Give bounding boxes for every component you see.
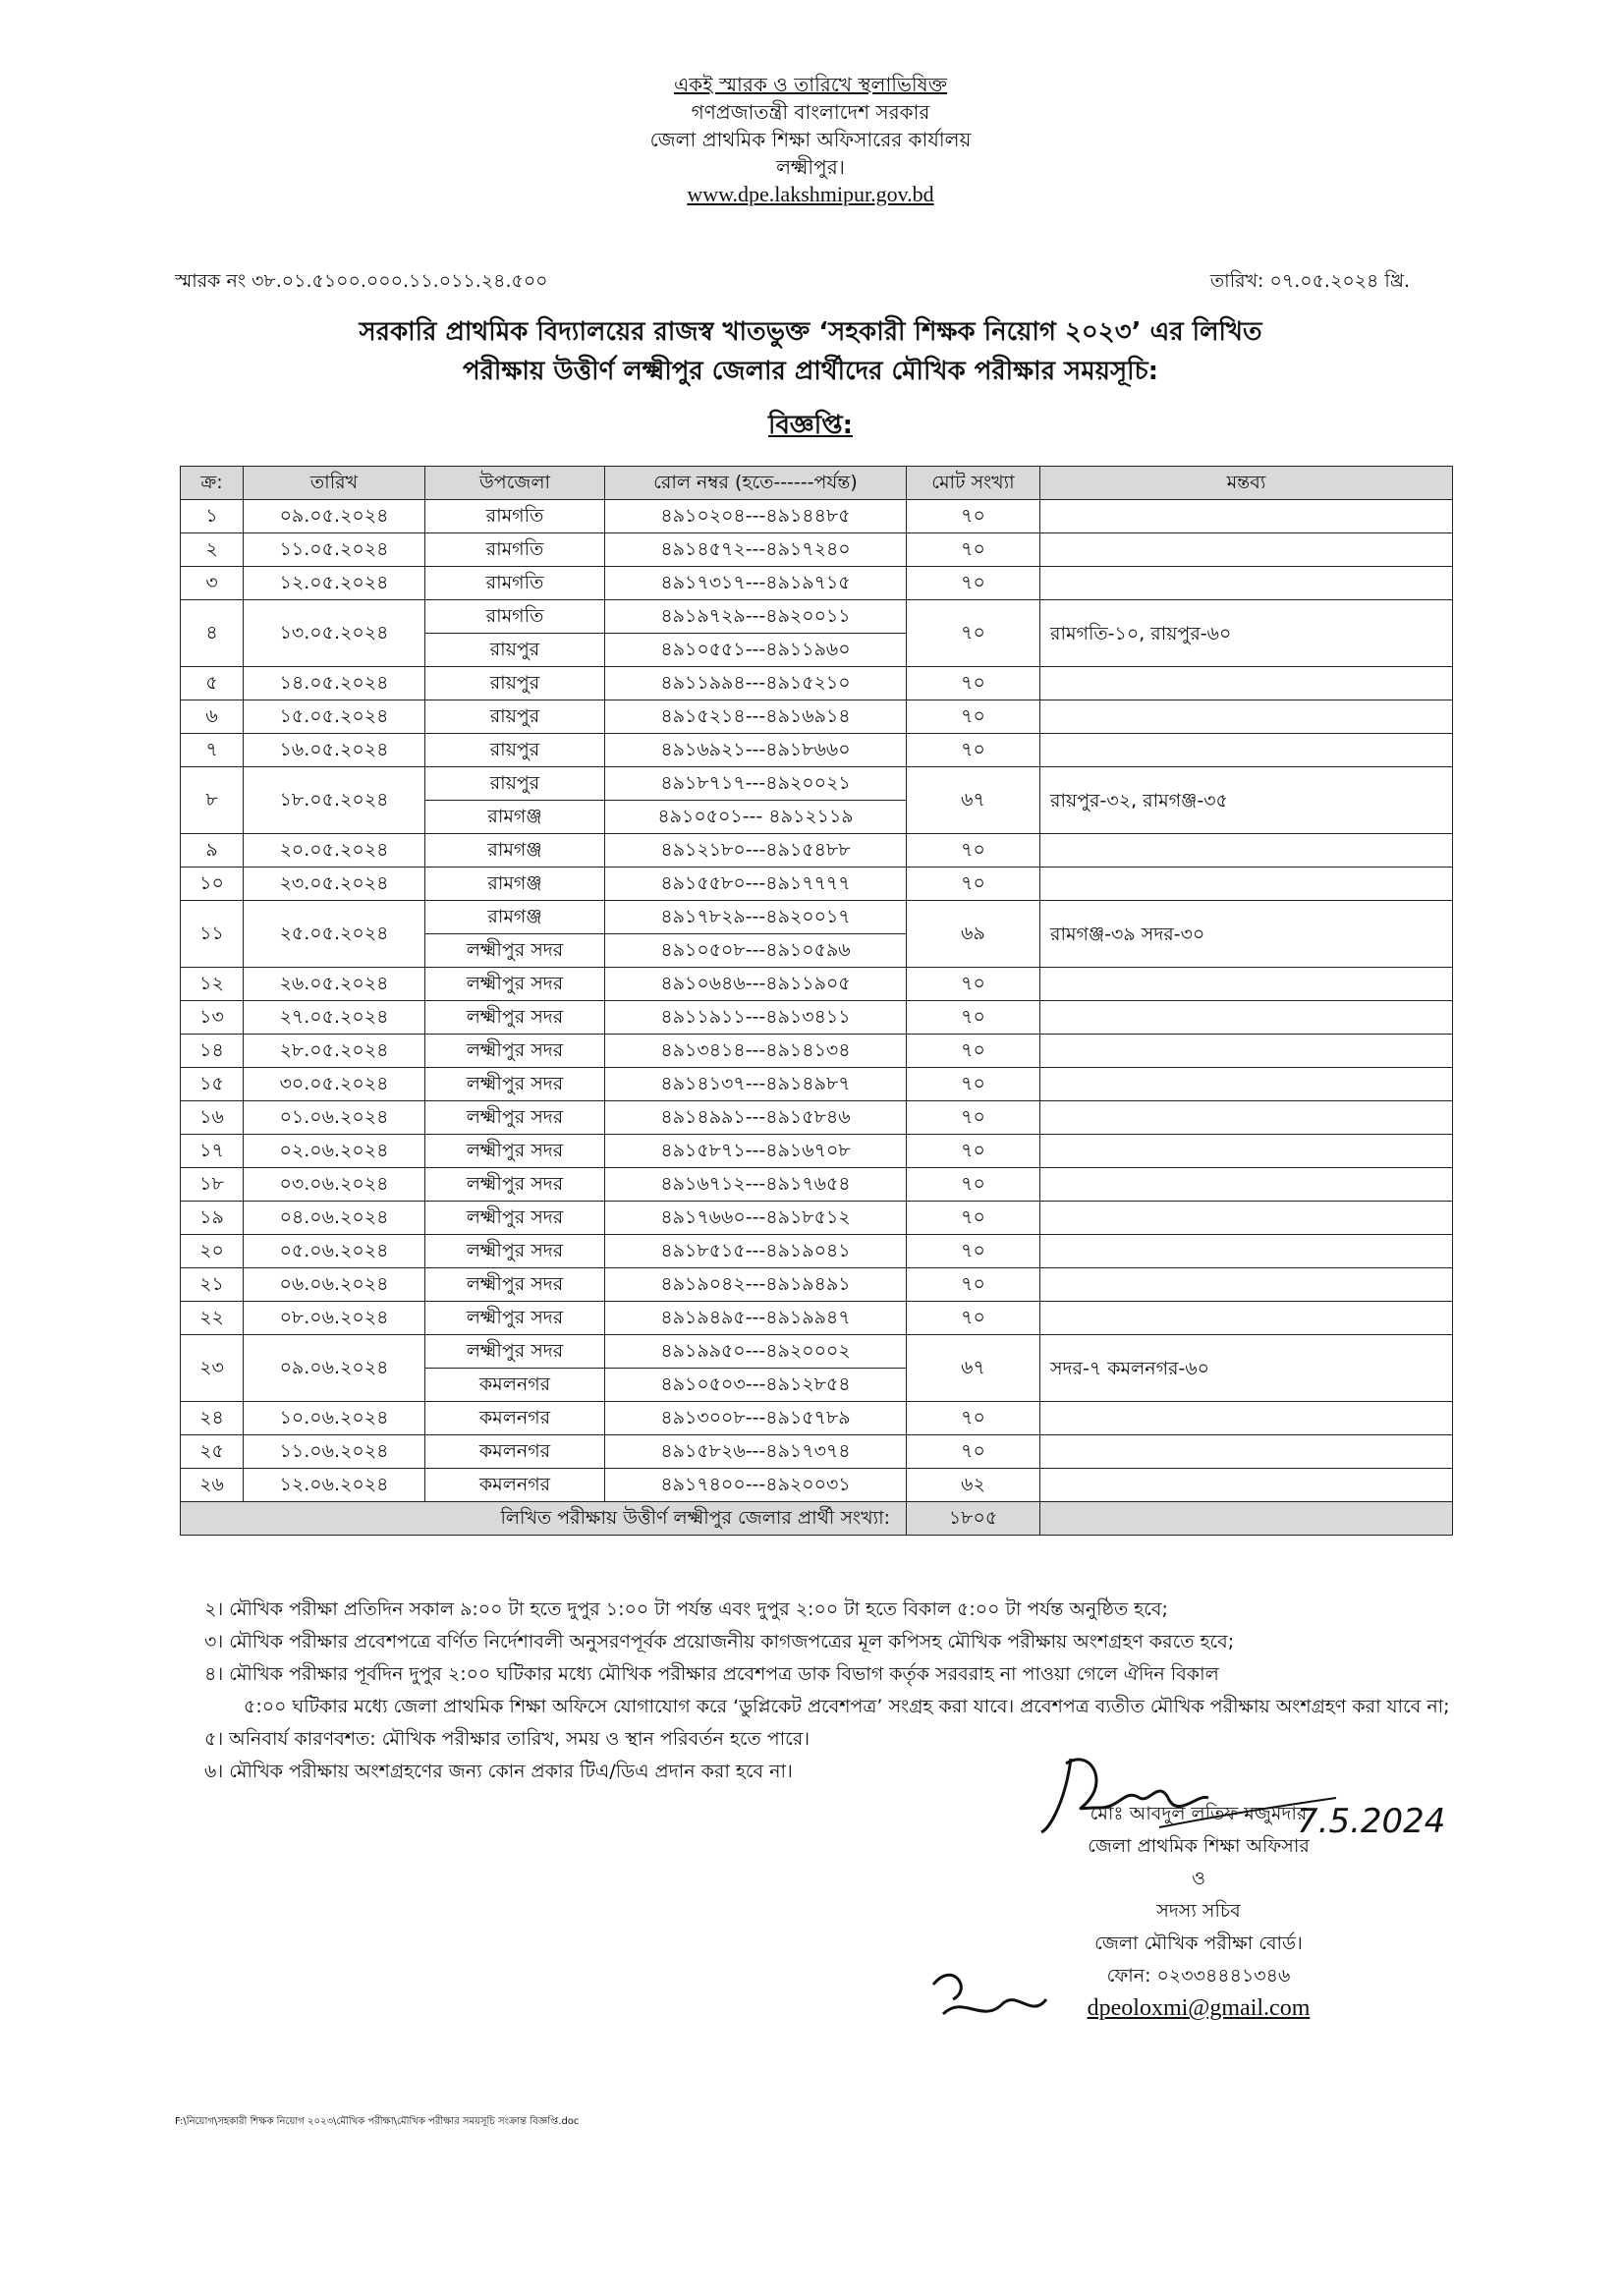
row-serial: ১৩ — [181, 1001, 244, 1035]
row-roll-range: ৪৯১০৫৫১---৪৯১১৯৬০ — [605, 634, 907, 667]
row-upazila: লক্ষ্মীপুর সদর — [425, 1335, 605, 1369]
row-roll-range: ৪৯১০২০৪---৪৯১৪৪৮৫ — [605, 500, 907, 533]
row-date: ১১.০৬.২০২৪ — [244, 1435, 425, 1469]
row-remark — [1040, 1268, 1453, 1302]
row-total: ৭০ — [907, 500, 1040, 533]
row-total: ৭০ — [907, 1402, 1040, 1435]
row-date: ১২.০৬.২০২৪ — [244, 1469, 425, 1502]
row-upazila: রামগঞ্জ — [425, 834, 605, 868]
row-total: ৭০ — [907, 1302, 1040, 1335]
header-line-4: লক্ষ্মীপুর। — [776, 155, 845, 179]
table-row — [181, 1001, 1453, 1035]
row-upazila: রামগঞ্জ — [425, 868, 605, 901]
header-remarks: মন্তব্য — [1040, 467, 1453, 500]
row-serial: ১৬ — [181, 1101, 244, 1135]
row-roll-range: ৪৯১৬৯২১---৪৯১৮৬৬০ — [605, 734, 907, 767]
table-row — [181, 667, 1453, 700]
row-roll-range: ৪৯১০৫০১--- ৪৯১২১১৯ — [605, 801, 907, 834]
memo-date: তারিখ: ০৭.০৫.২০২৪ খ্রি. — [1209, 270, 1410, 292]
row-roll-range: ৪৯১০৬৪৬---৪৯১১৯০৫ — [605, 968, 907, 1001]
row-upazila: রায়পুর — [425, 667, 605, 700]
row-remark: রামগঞ্জ-৩৯ সদর-৩০ — [1040, 901, 1453, 968]
row-serial: ৪ — [181, 600, 244, 667]
row-remark — [1040, 1135, 1453, 1168]
row-roll-range: ৪৯১৭৬৬০---৪৯১৮৫১২ — [605, 1202, 907, 1235]
signature-date: 7.5.2024 — [1297, 1802, 1446, 1841]
table-row — [181, 1469, 1453, 1502]
row-remark — [1040, 1068, 1453, 1101]
initials-scribble — [923, 1955, 1061, 2034]
row-remark — [1040, 1402, 1453, 1435]
row-upazila: রামগতি — [425, 533, 605, 567]
row-upazila: কমলনগর — [425, 1435, 605, 1469]
row-roll-range: ৪৯১৩৪১৪---৪৯১৪১৩৪ — [605, 1035, 907, 1068]
row-date: ২৮.০৫.২০২৪ — [244, 1035, 425, 1068]
row-date: ০৮.০৬.২০২৪ — [244, 1302, 425, 1335]
row-date: ২৩.০৫.২০২৪ — [244, 868, 425, 901]
row-upazila: রায়পুর — [425, 734, 605, 767]
row-roll-range: ৪৯১২১৮০---৪৯১৫৪৮৮ — [605, 834, 907, 868]
row-upazila: রামগঞ্জ — [425, 901, 605, 934]
row-upazila: লক্ষ্মীপুর সদর — [425, 968, 605, 1001]
row-roll-range: ৪৯১৭৪০০---৪৯২০০৩১ — [605, 1469, 907, 1502]
row-serial: ৯ — [181, 834, 244, 868]
note-item: ৪। মৌখিক পরীক্ষার পূর্বদিন দুপুর ২:০০ ঘটিকার মধ্যে মৌখিক পরীক্ষার প্রবেশপত্র ডাক বিভাগ কর্তৃক সরবরাহ না পাওয়া গেলে ঐদিন বিকাল — [204, 1663, 1219, 1685]
row-total: ৭০ — [907, 700, 1040, 734]
row-remark: রামগতি-১০, রায়পুর-৬০ — [1040, 600, 1453, 667]
row-roll-range: ৪৯১৫৮৭১---৪৯১৬৭০৮ — [605, 1135, 907, 1168]
row-serial: ২১ — [181, 1268, 244, 1302]
row-upazila: রায়পুর — [425, 634, 605, 667]
row-serial: ১০ — [181, 868, 244, 901]
table-row — [181, 1435, 1453, 1469]
table-row — [181, 1035, 1453, 1068]
row-upazila: রায়পুর — [425, 700, 605, 734]
row-date: ১১.০৫.২০২৪ — [244, 533, 425, 567]
title-line-1: সরকারি প্রাথমিক বিদ্যালয়ের রাজস্ব খাতভুক্ত ‘সহকারী শিক্ষক নিয়োগ ২০২৩’ এর লিখিত — [359, 317, 1262, 347]
row-roll-range: ৪৯১৮৭১৭---৪৯২০০২১ — [605, 767, 907, 801]
header-upazila: উপজেলা — [425, 467, 605, 500]
grand-total: ১৮০৫ — [907, 1502, 1040, 1536]
row-serial: ৮ — [181, 767, 244, 834]
row-serial: ২৪ — [181, 1402, 244, 1435]
row-remark — [1040, 968, 1453, 1001]
row-date: ২০.০৫.২০২৪ — [244, 834, 425, 868]
row-upazila: রামগঞ্জ — [425, 801, 605, 834]
row-remark — [1040, 834, 1453, 868]
header-line-2: গণপ্রজাতন্ত্রী বাংলাদেশ সরকার — [691, 100, 930, 124]
row-total: ৭০ — [907, 1235, 1040, 1268]
row-roll-range: ৪৯১৬৭১২---৪৯১৭৬৫৪ — [605, 1168, 907, 1202]
table-row — [181, 968, 1453, 1001]
email-link[interactable]: dpeoloxmi@gmail.com — [1087, 1995, 1311, 2021]
row-roll-range: ৪৯১১৯৯৪---৪৯১৫২১০ — [605, 667, 907, 700]
row-total: ৭০ — [907, 1068, 1040, 1101]
row-date: ০১.০৬.২০২৪ — [244, 1101, 425, 1135]
row-date: ০৯.০৬.২০২৪ — [244, 1335, 425, 1402]
signature-block — [1012, 1798, 1385, 2025]
row-upazila: লক্ষ্মীপুর সদর — [425, 1135, 605, 1168]
row-total: ৬৯ — [907, 901, 1040, 968]
table-header-row — [181, 467, 1453, 500]
file-path: F:\নিয়োগ\সহকারী শিক্ষক নিয়োগ ২০২৩\মৌখিক পরীক্ষা\মৌখিক পরীক্ষার সময়সূচি সংক্রান্ত বিজ্ঞপ্তি.doc — [175, 2116, 580, 2127]
board-name: জেলা মৌখিক পরীক্ষা বোর্ড। — [1094, 1932, 1303, 1954]
row-upazila: লক্ষ্মীপুর সদর — [425, 1168, 605, 1202]
row-upazila: লক্ষ্মীপুর সদর — [425, 1268, 605, 1302]
header-line-1: একই স্মারক ও তারিখে স্থলাভিষিক্ত — [673, 73, 948, 96]
row-total: ৬২ — [907, 1469, 1040, 1502]
row-upazila: কমলনগর — [425, 1402, 605, 1435]
row-remark — [1040, 1469, 1453, 1502]
row-upazila: লক্ষ্মীপুর সদর — [425, 1202, 605, 1235]
row-total: ৭০ — [907, 868, 1040, 901]
row-date: ০৩.০৬.২০২৪ — [244, 1168, 425, 1202]
row-date: ১৩.০৫.২০২৪ — [244, 600, 425, 667]
row-roll-range: ৪৯১৫২১৪---৪৯১৬৯১৪ — [605, 700, 907, 734]
table-row — [181, 1101, 1453, 1135]
table-total-row — [181, 1502, 1453, 1536]
row-total: ৭০ — [907, 600, 1040, 667]
row-remark — [1040, 1168, 1453, 1202]
website-link[interactable]: www.dpe.lakshmipur.gov.bd — [687, 182, 934, 206]
row-serial: ২০ — [181, 1235, 244, 1268]
table-row — [181, 1402, 1453, 1435]
row-date: ০৬.০৬.২০২৪ — [244, 1268, 425, 1302]
row-serial: ১৭ — [181, 1135, 244, 1168]
row-remark: রায়পুর-৩২, রামগঞ্জ-৩৫ — [1040, 767, 1453, 834]
row-serial: ৩ — [181, 567, 244, 600]
row-date: ২৬.০৫.২০২৪ — [244, 968, 425, 1001]
row-total: ৬৭ — [907, 767, 1040, 834]
table-row — [181, 1335, 1453, 1369]
header-date: তারিখ — [244, 467, 425, 500]
memo-number: স্মারক নং ৩৮.০১.৫১০০.০০০.১১.০১১.২৪.৫০০ — [175, 270, 548, 292]
row-roll-range: ৪৯১৭৮২৯---৪৯২০০১৭ — [605, 901, 907, 934]
row-remark — [1040, 533, 1453, 567]
row-total: ৭০ — [907, 1035, 1040, 1068]
row-date: ০৫.০৬.২০২৪ — [244, 1235, 425, 1268]
title-line-2: পরীক্ষায় উত্তীর্ণ লক্ষ্মীপুর জেলার প্রার্থীদের মৌখিক পরীক্ষার সময়সূচি: — [462, 357, 1159, 386]
row-remark — [1040, 667, 1453, 700]
officer-name: মোঃ আবদুল লতিফ মজুমদার — [1090, 1803, 1308, 1824]
row-serial: ১২ — [181, 968, 244, 1001]
note-item: ৬। মৌখিক পরীক্ষায় অংশগ্রহণের জন্য কোন প্রকার টিএ/ডিএ প্রদান করা হবে না। — [204, 1761, 793, 1782]
table-row — [181, 734, 1453, 767]
row-total: ৭০ — [907, 1168, 1040, 1202]
row-upazila: রামগতি — [425, 600, 605, 634]
row-total: ৭০ — [907, 567, 1040, 600]
row-upazila: লক্ষ্মীপুর সদর — [425, 1035, 605, 1068]
row-date: ০২.০৬.২০২৪ — [244, 1135, 425, 1168]
row-remark — [1040, 1001, 1453, 1035]
row-roll-range: ৪৯১৫৮২৬---৪৯১৭৩৭৪ — [605, 1435, 907, 1469]
row-upazila: রায়পুর — [425, 767, 605, 801]
row-serial: ২৩ — [181, 1335, 244, 1402]
row-date: ১০.০৬.২০২৪ — [244, 1402, 425, 1435]
table-row — [181, 1068, 1453, 1101]
row-serial: ২২ — [181, 1302, 244, 1335]
row-date: ০৪.০৬.২০২৪ — [244, 1202, 425, 1235]
header-serial: ক্র: — [181, 467, 244, 500]
row-remark — [1040, 500, 1453, 533]
row-total: ৬৭ — [907, 1335, 1040, 1402]
header-total: মোট সংখ্যা — [907, 467, 1040, 500]
row-date: ১৪.০৫.২০২৪ — [244, 667, 425, 700]
row-remark — [1040, 734, 1453, 767]
row-roll-range: ৪৯১৯৭২৯---৪৯২০০১১ — [605, 600, 907, 634]
header-line-3: জেলা প্রাথমিক শিক্ষা অফিসারের কার্যালয় — [649, 128, 972, 151]
row-date: ১৮.০৫.২০২৪ — [244, 767, 425, 834]
row-serial: ১৮ — [181, 1168, 244, 1202]
row-roll-range: ৪৯১৪৫৭২---৪৯১৭২৪০ — [605, 533, 907, 567]
schedule-body — [181, 500, 1453, 1536]
row-upazila: কমলনগর — [425, 1369, 605, 1402]
table-row — [181, 767, 1453, 801]
schedule-table — [180, 466, 1453, 1536]
row-remark — [1040, 1235, 1453, 1268]
row-roll-range: ৪৯১৪৯৯১---৪৯১৫৮৪৬ — [605, 1101, 907, 1135]
row-remark — [1040, 868, 1453, 901]
table-row — [181, 868, 1453, 901]
row-date: ১৬.০৫.২০২৪ — [244, 734, 425, 767]
row-total: ৭০ — [907, 734, 1040, 767]
member-secretary: সদস্য সচিব — [1156, 1900, 1241, 1922]
table-row — [181, 834, 1453, 868]
table-row — [181, 500, 1453, 533]
row-upazila: লক্ষ্মীপুর সদর — [425, 1068, 605, 1101]
notice-heading: বিজ্ঞপ্তি: — [768, 411, 853, 440]
row-total: ৭০ — [907, 533, 1040, 567]
row-roll-range: ৪৯১০৫০৮---৪৯১০৫৯৬ — [605, 934, 907, 968]
row-upazila: লক্ষ্মীপুর সদর — [425, 1235, 605, 1268]
total-remark — [1040, 1502, 1453, 1536]
table-row — [181, 1235, 1453, 1268]
table-row — [181, 600, 1453, 634]
row-remark — [1040, 1435, 1453, 1469]
row-remark — [1040, 1035, 1453, 1068]
row-total: ৭০ — [907, 1202, 1040, 1235]
row-serial: ২ — [181, 533, 244, 567]
row-roll-range: ৪৯১৪১৩৭---৪৯১৪৯৮৭ — [605, 1068, 907, 1101]
total-label: লিখিত পরীক্ষায় উত্তীর্ণ লক্ষ্মীপুর জেলার প্রার্থী সংখ্যা: — [181, 1502, 907, 1536]
row-total: ৭০ — [907, 1101, 1040, 1135]
note-item: ৫। অনিবার্য কারণবশত: মৌখিক পরীক্ষার তারিখ, সময় ও স্থান পরিবর্তন হতে পারে। — [204, 1728, 810, 1750]
row-upazila: কমলনগর — [425, 1469, 605, 1502]
table-row — [181, 1202, 1453, 1235]
row-serial: ১৯ — [181, 1202, 244, 1235]
document-title — [196, 312, 1425, 391]
row-roll-range: ৪৯১৯৪৯৫---৪৯১৯৯৪৭ — [605, 1302, 907, 1335]
row-roll-range: ৪৯১৩০০৮---৪৯১৫৭৮৯ — [605, 1402, 907, 1435]
row-date: ২৭.০৫.২০২৪ — [244, 1001, 425, 1035]
row-serial: ৬ — [181, 700, 244, 734]
table-row — [181, 567, 1453, 600]
row-serial: ৭ — [181, 734, 244, 767]
row-remark — [1040, 567, 1453, 600]
row-upazila: লক্ষ্মীপুর সদর — [425, 1101, 605, 1135]
row-roll-range: ৪৯১০৫০৩---৪৯১২৮৫৪ — [605, 1369, 907, 1402]
phone-number: ফোন: ০২৩৩৪৪৪১৩৪৬ — [1106, 1965, 1291, 1987]
row-upazila: লক্ষ্মীপুর সদর — [425, 1302, 605, 1335]
row-date: ০৯.০৫.২০২৪ — [244, 500, 425, 533]
table-row — [181, 533, 1453, 567]
row-roll-range: ৪৯১৯৯৫০---৪৯২০০০২ — [605, 1335, 907, 1369]
row-upazila: রামগতি — [425, 567, 605, 600]
row-serial: ১ — [181, 500, 244, 533]
row-upazila: রামগতি — [425, 500, 605, 533]
row-total: ৭০ — [907, 1135, 1040, 1168]
table-row — [181, 700, 1453, 734]
row-serial: ৫ — [181, 667, 244, 700]
row-remark — [1040, 1101, 1453, 1135]
row-roll-range: ৪৯১৯০৪২---৪৯১৯৪৯১ — [605, 1268, 907, 1302]
row-roll-range: ৪৯১১৯১১---৪৯১৩৪১১ — [605, 1001, 907, 1035]
row-date: ১২.০৫.২০২৪ — [244, 567, 425, 600]
row-date: ২৫.০৫.২০২৪ — [244, 901, 425, 968]
row-total: ৭০ — [907, 1435, 1040, 1469]
row-upazila: লক্ষ্মীপুর সদর — [425, 934, 605, 968]
row-roll-range: ৪৯১৭৩১৭---৪৯১৯৭১৫ — [605, 567, 907, 600]
and-word: ও — [1192, 1868, 1205, 1889]
row-date: ১৫.০৫.২০২৪ — [244, 700, 425, 734]
row-serial: ১৫ — [181, 1068, 244, 1101]
row-total: ৭০ — [907, 667, 1040, 700]
header-block — [0, 71, 1621, 208]
note-item: ৩। মৌখিক পরীক্ষার প্রবেশপত্রে বর্ণিত নির্দেশাবলী অনুসরণপূর্বক প্রয়োজনীয় কাগজপত্রের মূল কপিসহ মৌখিক পরীক্ষায় অংশগ্রহণ করতে হবে; — [204, 1631, 1235, 1652]
row-remark — [1040, 1302, 1453, 1335]
row-serial: ১১ — [181, 901, 244, 968]
row-remark — [1040, 700, 1453, 734]
row-serial: ২৬ — [181, 1469, 244, 1502]
note-item-continuation: ৫:০০ ঘটিকার মধ্যে জেলা প্রাথমিক শিক্ষা অফিসে যোগাযোগ করে ‘ডুপ্লিকেট প্রবেশপত্র’ সংগ্রহ করা যাবে। প্রবেশপত্র ব্যতীত মৌখিক পরীক্ষায় অংশগ্রহণ করা যাবে না; — [244, 1696, 1450, 1717]
row-remark: সদর-৭ কমলনগর-৬০ — [1040, 1335, 1453, 1402]
row-total: ৭০ — [907, 834, 1040, 868]
row-total: ৭০ — [907, 1001, 1040, 1035]
officer-title: জেলা প্রাথমিক শিক্ষা অফিসার — [1088, 1835, 1310, 1857]
row-total: ৭০ — [907, 968, 1040, 1001]
note-item: ২। মৌখিক পরীক্ষা প্রতিদিন সকাল ৯:০০ টা হতে দুপুর ১:০০ টা পর্যন্ত এবং দুপুর ২:০০ টা হতে বিকাল ৫:০০ টা পর্যন্ত অনুষ্ঠিত হবে; — [204, 1598, 1168, 1620]
row-total: ৭০ — [907, 1268, 1040, 1302]
row-upazila: লক্ষ্মীপুর সদর — [425, 1001, 605, 1035]
row-serial: ২৫ — [181, 1435, 244, 1469]
row-date: ৩০.০৫.২০২৪ — [244, 1068, 425, 1101]
table-row — [181, 1135, 1453, 1168]
row-roll-range: ৪৯১৫৫৮০---৪৯১৭৭৭৭ — [605, 868, 907, 901]
header-roll-range: রোল নম্বর (হতে------পর্যন্ত) — [605, 467, 907, 500]
table-row — [181, 901, 1453, 934]
table-row — [181, 1168, 1453, 1202]
table-row — [181, 1302, 1453, 1335]
row-serial: ১৪ — [181, 1035, 244, 1068]
row-remark — [1040, 1202, 1453, 1235]
table-row — [181, 1268, 1453, 1302]
row-roll-range: ৪৯১৮৫১৫---৪৯১৯০৪১ — [605, 1235, 907, 1268]
